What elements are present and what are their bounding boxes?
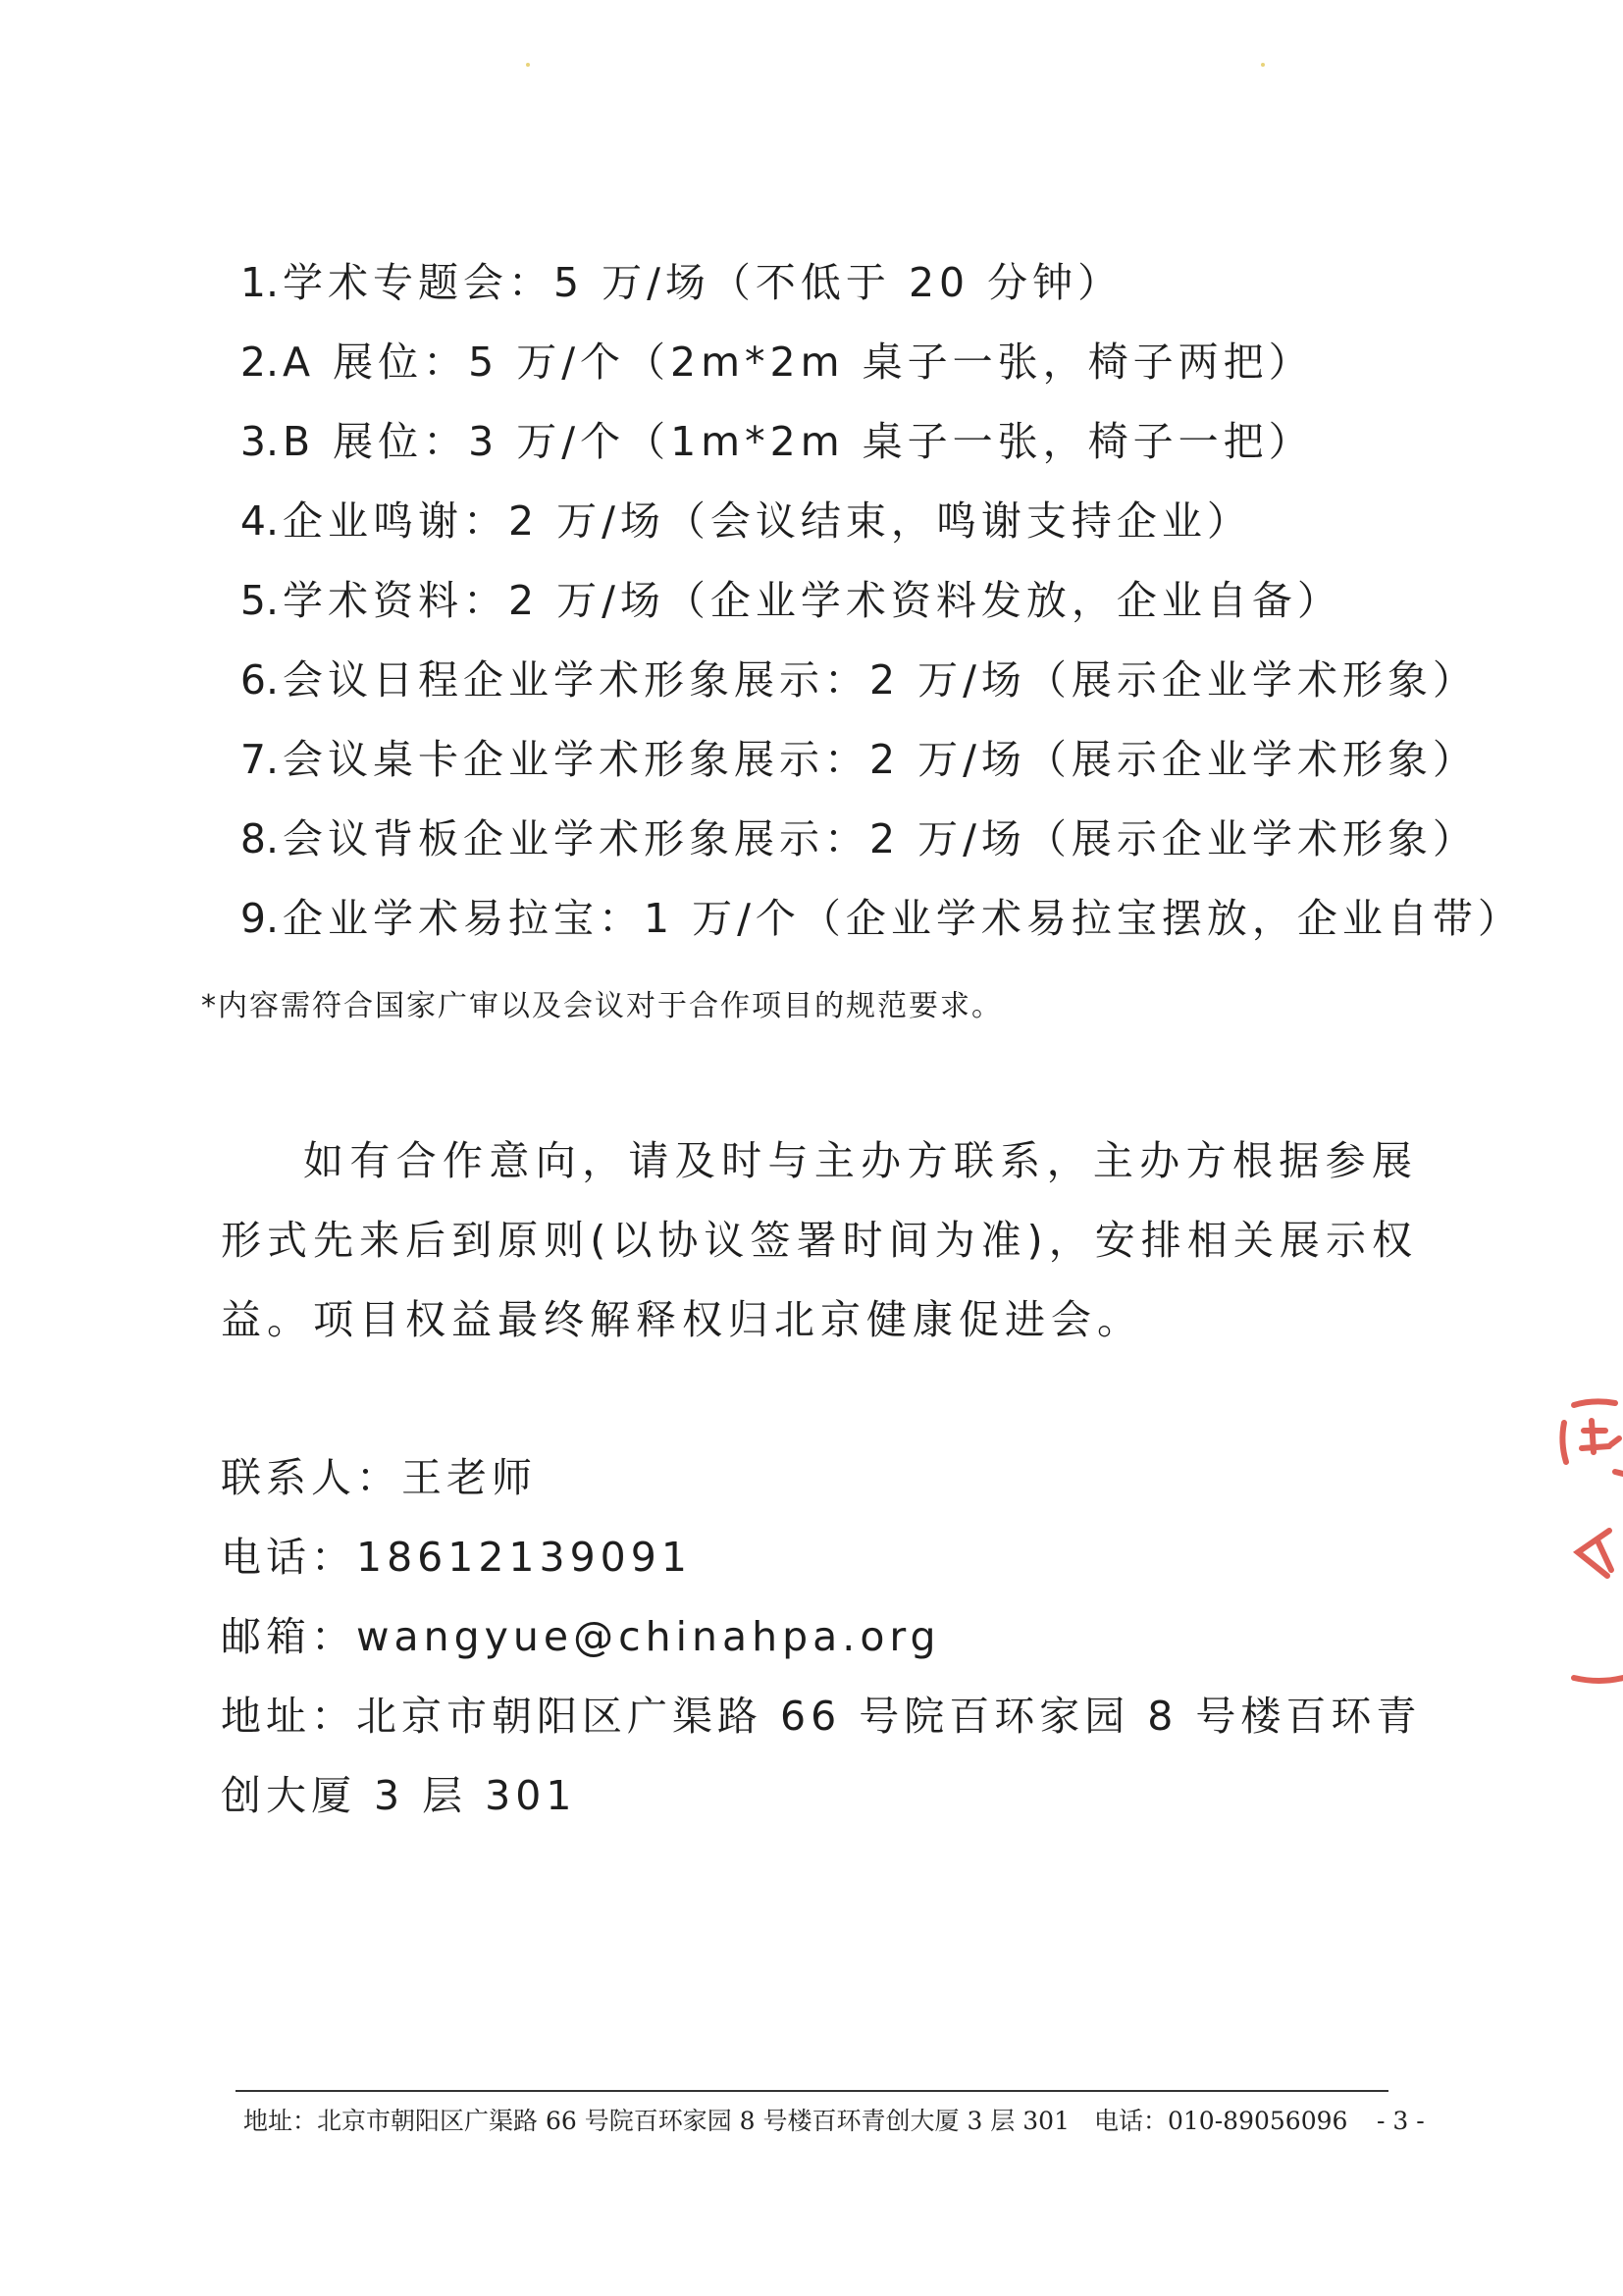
item-text: 学术资料：2 万/场（企业学术资料发放，企业自备） (283, 577, 1342, 624)
list-item (196, 333, 1472, 412)
footer-address: 地址：北京市朝阳区广渠路 66 号院百环家园 8 号楼百环青创大厦 3 层 301 (243, 2107, 1070, 2135)
contact-phone-line (221, 1518, 1438, 1597)
contact-email-value: wangyue@chinahpa.org (356, 1613, 941, 1660)
item-text: 企业学术易拉宝：1 万/个（企业学术易拉宝摆放，企业自带） (283, 895, 1523, 942)
contact-phone-label: 电话： (221, 1534, 356, 1581)
list-item (196, 809, 1478, 889)
contact-person-line (221, 1438, 1438, 1518)
contact-email-label: 邮箱： (221, 1613, 356, 1660)
contact-address-line (221, 1677, 1438, 1836)
seal-stamp-fragment (1554, 1383, 1623, 1707)
item-text: 学术专题会：5 万/场（不低于 20 分钟） (283, 259, 1124, 306)
contact-phone-value: 18612139091 (356, 1534, 692, 1581)
item-number: 7. (239, 736, 279, 783)
list-item (196, 730, 1478, 809)
item-number: 5. (239, 577, 279, 624)
footer-divider (236, 2090, 1388, 2092)
item-number: 9. (239, 895, 279, 942)
cooperation-paragraph: 如有合作意向，请及时与主办方联系，主办方根据参展形式先来后到原则(以协议签署时间为准)，安排相关展示权益。项目权益最终解释权归北京健康促进会。 (221, 1137, 1418, 1343)
item-number: 2. (239, 339, 279, 386)
list-item (196, 889, 1523, 968)
contact-email-line (221, 1597, 1438, 1677)
contact-person-value: 王老师 (401, 1454, 537, 1501)
contact-address-label: 地址： (221, 1693, 356, 1740)
item-text: A 展位：5 万/个（2m*2m 桌子一张，椅子两把） (283, 339, 1314, 386)
scan-speck (526, 63, 530, 67)
item-text: B 展位：3 万/个（1m*2m 桌子一张，椅子一把） (283, 418, 1314, 465)
list-item (196, 651, 1478, 730)
sponsorship-item-list (196, 253, 1523, 968)
page-number: - 3 - (1377, 2107, 1425, 2135)
contact-address-value: 北京市朝阳区广渠路 66 号院百环家园 8 号楼百环青创大厦 3 层 301 (221, 1693, 1422, 1819)
contact-person-label: 联系人： (221, 1454, 401, 1501)
footer-phone: 电话：010-89056096 (1094, 2107, 1348, 2135)
compliance-note: *内容需符合国家广审以及会议对于合作项目的规范要求。 (201, 989, 1003, 1023)
item-text: 会议桌卡企业学术形象展示：2 万/场（展示企业学术形象） (283, 736, 1478, 783)
item-text: 会议日程企业学术形象展示：2 万/场（展示企业学术形象） (283, 656, 1478, 704)
item-number: 4. (239, 497, 279, 545)
scan-speck (1261, 63, 1265, 67)
contact-block (221, 1438, 1438, 1836)
item-number: 3. (239, 418, 279, 465)
list-item (196, 492, 1472, 571)
list-item (196, 571, 1472, 651)
list-item (196, 253, 1472, 333)
list-item (196, 412, 1472, 492)
item-text: 会议背板企业学术形象展示：2 万/场（展示企业学术形象） (283, 815, 1478, 862)
item-number: 6. (239, 656, 279, 704)
item-number: 1. (239, 259, 279, 306)
item-number: 8. (239, 815, 279, 862)
item-text: 企业鸣谢：2 万/场（会议结束，鸣谢支持企业） (283, 497, 1252, 545)
